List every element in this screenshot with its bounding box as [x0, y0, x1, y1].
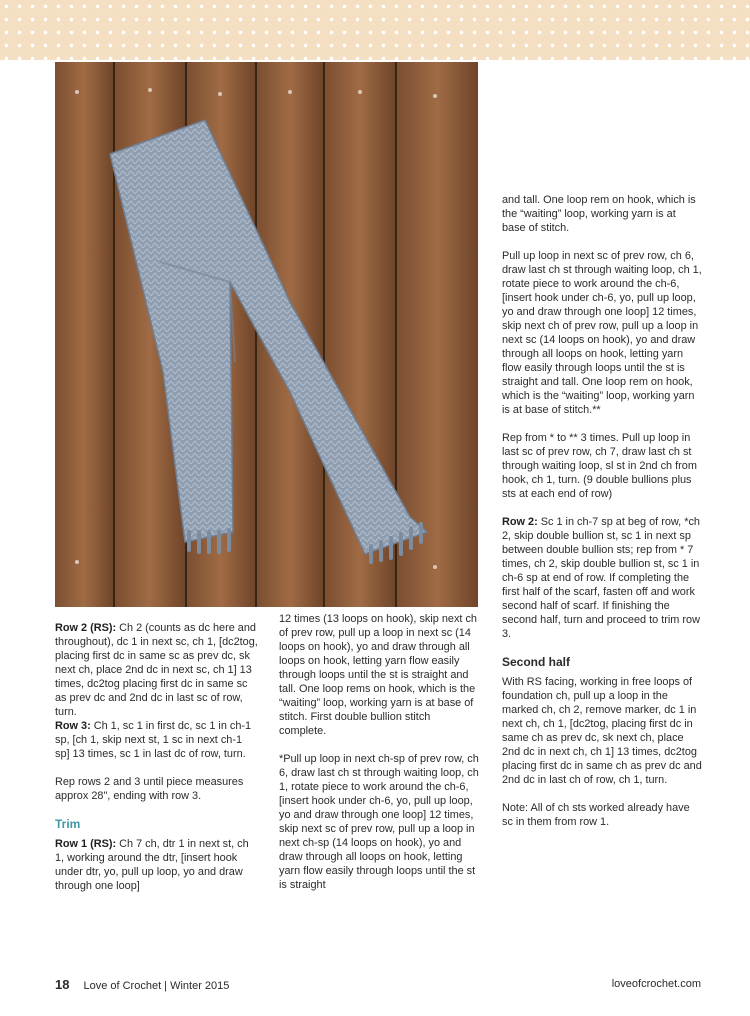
bullion-paragraph-1: 12 times (13 loops on hook), skip next ch of prev row, pull up a loop in next sc (14 loops on hook), yo and draw through all loops on hook, letting yarn flow easily through loops until the st is straight and tall. One loop rems on hook, which is the “waiting” loop, working yarn is at base of stitch. First double bullion stitch complete.	[279, 613, 477, 737]
row3-label: Row 3:	[55, 720, 91, 732]
trim-row1-instruction	[55, 837, 259, 893]
trim-row2-text: Sc 1 in ch-7 sp at beg of row, *ch 2, skip double bullion st, sc 1 in next sp between double bullion sts; rep from * 7 times, ch 2, skip double bullion st, sc 1 in ch-6 sp at end of row. If completing the first half of the scarf, fasten off and work second half of scarf. If finishing the second half, turn and proceed to trim row 3.	[502, 516, 700, 640]
row3-text: Ch 1, sc 1 in first dc, sc 1 in ch-1 sp, [ch 1, skip next st, 1 sc in next ch-1 sp] 13 times, sc 1 in last dc of row, turn.	[55, 720, 252, 760]
trim-row1-label: Row 1 (RS):	[55, 838, 117, 850]
page-footer	[55, 977, 701, 993]
bullion-repeat-paragraph: Pull up loop in next sc of prev row, ch 6, draw last ch st through waiting loop, ch 1, rotate piece to work around the ch-6, [insert hook under ch-6, yo, pull up loop, yo and draw through one loop] 12 times, skip next ch of prev row, pull up a loop in next sc (14 loops on hook), yo and draw through all loops on hook, letting yarn flow easily through loops until the st is straight and tall. One loop rem on hook, which is the “waiting” loop, working yarn is at base of stitch.**	[502, 250, 702, 416]
row3-instruction	[55, 719, 259, 761]
row2-instruction	[55, 621, 259, 719]
scarf-photo	[55, 62, 478, 607]
decorative-dot-band	[0, 0, 750, 60]
magazine-name: Love of Crochet	[83, 980, 162, 992]
rep-star-paragraph: Rep from * to ** 3 times. Pull up loop in last sc of prev row, ch 7, draw last ch st through waiting loop, sl st in 2nd ch from hook, ch 1, turn. (9 double bullions plus sts at each end of row)	[502, 432, 697, 500]
trim-row1-text: Ch 7 ch, dtr 1 in next st, ch 1, working around the dtr, [insert hook under dtr, yo, pull up loop, yo and draw through one loop]	[55, 838, 249, 892]
trim-row2-label: Row 2:	[502, 516, 538, 528]
website-url: loveofcrochet.com	[611, 978, 701, 990]
text-column-3	[502, 193, 702, 843]
issue-label: | Winter 2015	[161, 980, 230, 992]
text-column-2	[279, 612, 479, 906]
trim-heading: Trim	[55, 817, 81, 831]
repeat-instruction: Rep rows 2 and 3 until piece measures approx 28", ending with row 3.	[55, 776, 244, 802]
row2-text: Ch 2 (counts as dc here and throughout), dc 1 in next sc, ch 1, [dc2tog, placing first dc in same sc as prev dc, sk next ch, place 2nd dc in next sc, ch 1] 13 times, dc2tog placing first dc in same sc as prev dc and 2nd dc in last sc of row, turn.	[55, 622, 258, 718]
row2-label: Row 2 (RS):	[55, 622, 117, 634]
trim-row2-instruction	[502, 515, 702, 641]
page-number: 18	[55, 977, 70, 992]
text-column-1	[55, 621, 259, 907]
second-half-paragraph: With RS facing, working in free loops of foundation ch, pull up a loop in the marked ch, ch 2, remove marker, dc 1 in next ch, ch 1, [dc2tog, placing first dc in same ch as prev dc, sk next ch, place 2nd dc in next ch, ch 1] 13 times, dc2tog placing first dc in same ch as prev dc and 2nd dc in last ch of row, ch 1, turn.	[502, 676, 702, 786]
second-half-heading: Second half	[502, 655, 571, 669]
bullion-paragraph-2: *Pull up loop in next ch-sp of prev row, ch 6, draw last ch st through waiting loop, ch 1, rotate piece to work around the ch-6, [insert hook under ch-6, yo, pull up loop, yo and draw through one loop] 12 times, skip next sc of prev row, pull up a loop in next ch-sp (14 loops on hook), yo and draw through all loops on hook, letting yarn flow easily through loops until the st is straight	[279, 753, 479, 891]
note-paragraph: Note: All of ch sts worked already have sc in them from row 1.	[502, 802, 690, 828]
continued-paragraph: and tall. One loop rem on hook, which is the “waiting” loop, working yarn is at base of stitch.	[502, 194, 696, 234]
scarf-photo-illustration	[55, 62, 478, 607]
